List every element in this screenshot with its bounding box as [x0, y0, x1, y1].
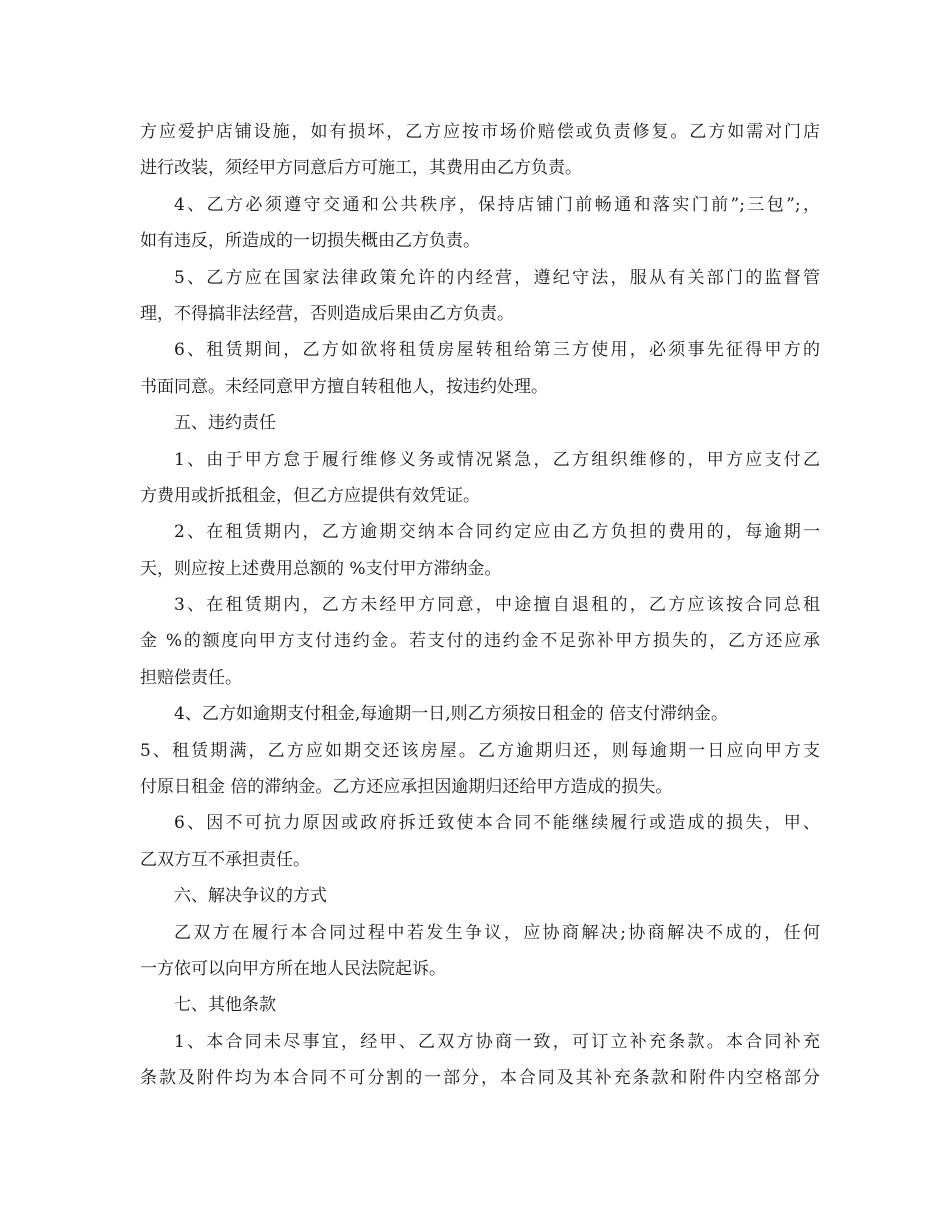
- text-line: 5、乙方应在国家法律政策允许的内经营，遵纪守法，服从有关部门的监督管: [174, 267, 820, 288]
- text-line: 乙双方在履行本合同过程中若发生争议，应协商解决;协商解决不成的，任何: [174, 922, 820, 943]
- text-line: 1、本合同未尽事宜，经甲、乙双方协商一致，可订立补充条款。本合同补充: [174, 1031, 820, 1052]
- text-line: 担赔偿责任。: [140, 667, 242, 688]
- text-line: 天，则应按上述费用总额的 %支付甲方滞纳金。: [140, 558, 502, 579]
- document-body: [140, 114, 820, 1097]
- text-line: 付原日租金 倍的滞纳金。乙方还应承担因逾期归还给甲方造成的损失。: [140, 777, 673, 798]
- text-line: 2、在租赁期内，乙方逾期交纳本合同约定应由乙方负担的费用的，每逾期一: [174, 522, 820, 543]
- text-line: 4、乙方必须遵守交通和公共秩序，保持店铺门前畅通和落实门前”;三包”;，: [174, 194, 820, 215]
- text-line: 理，不得搞非法经营，否则造成后果由乙方负责。: [140, 303, 514, 324]
- text-line: 6、因不可抗力原因或政府拆迁致使本合同不能继续履行或造成的损失，甲、: [174, 813, 820, 834]
- text-line: 6、租赁期间，乙方如欲将租赁房屋转租给第三方使用，必须事先征得甲方的: [174, 340, 820, 361]
- text-line: 4、乙方如逾期支付租金,每逾期一日,则乙方须按日租金的 倍支付滞纳金。: [174, 704, 729, 725]
- text-line: 条款及附件均为本合同不可分割的一部分，本合同及其补充条款和附件内空格部分: [140, 1068, 820, 1089]
- text-line: 一方依可以向甲方所在地人民法院起诉。: [140, 958, 446, 979]
- text-line: 如有违反，所造成的一切损失概由乙方负责。: [140, 231, 480, 252]
- text-line: 六、解决争议的方式: [174, 886, 327, 907]
- text-line: 金 %的额度向甲方支付违约金。若支付的违约金不足弥补甲方损失的，乙方还应承: [140, 631, 820, 652]
- text-line: 书面同意。未经同意甲方擅自转租他人，按违约处理。: [140, 376, 548, 397]
- text-line: 5、租赁期满，乙方应如期交还该房屋。乙方逾期归还，则每逾期一日应向甲方支: [140, 740, 820, 761]
- text-line: 七、其他条款: [174, 995, 276, 1016]
- text-line: 1、由于甲方怠于履行维修义务或情况紧急，乙方组织维修的，甲方应支付乙: [174, 449, 820, 470]
- text-line: 方应爱护店铺设施，如有损坏，乙方应按市场价赔偿或负责修复。乙方如需对门店: [140, 122, 820, 142]
- text-line: 进行改装，须经甲方同意后方可施工，其费用由乙方负责。: [140, 158, 582, 179]
- text-line: 乙双方互不承担责任。: [140, 849, 310, 870]
- text-line: 五、违约责任: [174, 413, 276, 434]
- text-line: 方费用或折抵租金，但乙方应提供有效凭证。: [140, 485, 480, 506]
- text-line: 3、在租赁期内，乙方未经甲方同意，中途擅自退租的，乙方应该按合同总租: [174, 595, 820, 616]
